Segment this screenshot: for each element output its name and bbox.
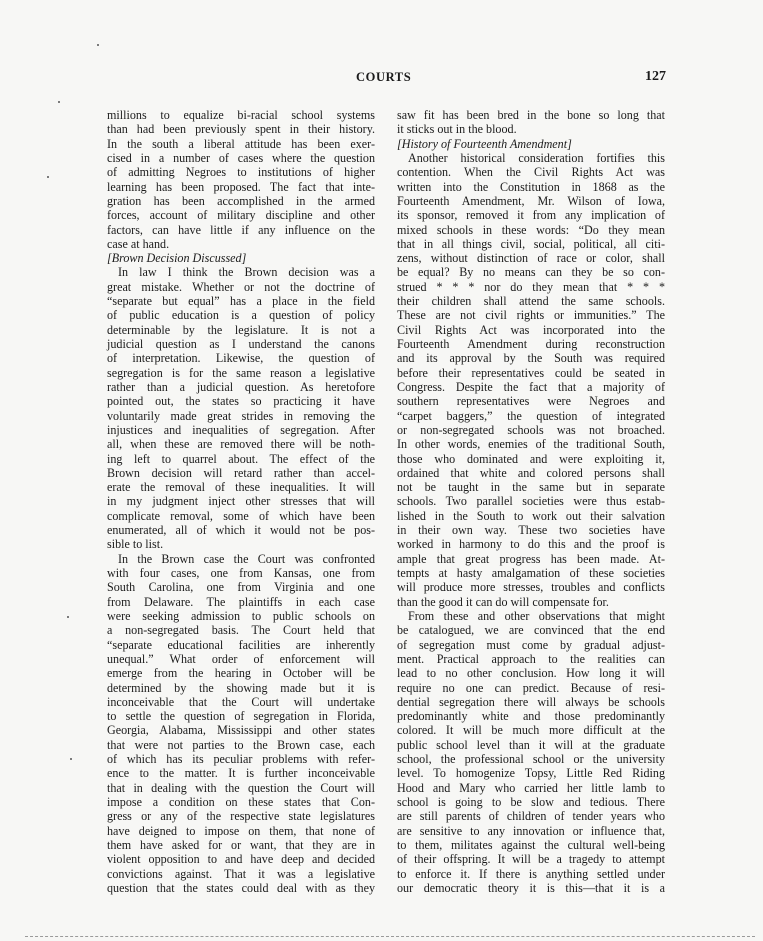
text-line: to enforce it. If there is anything settled under xyxy=(397,866,665,881)
scan-speck xyxy=(70,758,72,760)
text-line: strued * * * nor do they mean that * * * xyxy=(397,279,665,294)
text-line: or non-segregated schools was not broached. xyxy=(397,422,665,437)
text-line: unequal.” What order of enforcement will xyxy=(107,651,375,666)
text-line: Another historical consideration fortifies this xyxy=(408,150,665,165)
page-bottom-rule xyxy=(25,936,755,937)
left-column xyxy=(107,108,375,895)
text-line: lead to no other conclusion. How long it will xyxy=(397,666,665,681)
text-line: school is going to be slow and tedious. There xyxy=(397,795,665,809)
text-line: Brown decision will retard rather than accel- xyxy=(107,465,375,480)
text-line: sible to list. xyxy=(107,537,164,552)
text-line: those who dominated and were exploiting it, xyxy=(397,451,665,466)
text-line: level. To homogenize Topsy, Little Red Riding xyxy=(397,766,665,781)
running-header xyxy=(0,70,763,92)
text-line: zens, without distinction of race or color, shall xyxy=(397,251,665,266)
text-line: ing left to quarrel about. The effect of the xyxy=(107,451,375,466)
text-line: “separate educational facilities are inherently xyxy=(107,637,375,652)
text-line: colored. It will be much more difficult at the xyxy=(397,723,665,738)
text-line: violent opposition to and have deep and decided xyxy=(107,852,375,867)
text-line: determined by the showing made but it is xyxy=(107,680,375,695)
text-line: cised in a number of cases where the question xyxy=(107,150,375,165)
section-heading: [History of Fourteenth Amendment] xyxy=(397,136,572,151)
text-line: Georgia, Alabama, Mississippi and other states xyxy=(107,723,375,738)
text-line: injustices and inequalities of segregation. After xyxy=(107,422,375,437)
text-line: a non-segregated basis. The Court held that xyxy=(107,623,375,638)
text-line: In the south a liberal attitude has been exer- xyxy=(107,136,375,151)
text-line: contention. When the Civil Rights Act was xyxy=(397,165,665,180)
text-line: convictions against. That it was a legislative xyxy=(107,866,375,881)
section-heading: [Brown Decision Discussed] xyxy=(107,251,247,266)
text-line: of segregation must come by gradual adjust- xyxy=(397,637,665,652)
text-line: lished in the South to work out their salvation xyxy=(397,508,665,523)
text-line: and its approval by the South was required xyxy=(397,351,665,366)
text-line: These are not civil rights or immunities.” The xyxy=(397,308,665,323)
text-line: than had been previously spent in their history. xyxy=(107,122,375,137)
text-line: be catalogued, we are convinced that the end xyxy=(397,623,665,638)
text-line: are sensitive to any innovation or influence that, xyxy=(397,823,665,838)
scan-speck xyxy=(47,176,49,178)
text-line: have deigned to impose on them, that none of xyxy=(107,823,375,838)
text-line: saw fit has been bred in the bone so long that xyxy=(397,108,665,122)
text-line: them have asked for or want, that they are in xyxy=(107,837,375,852)
text-line: in my judgment inject other stresses that will xyxy=(107,494,375,509)
text-line: pointed out, the states so practicing it have xyxy=(107,394,375,409)
text-line: determinable by the legislature. It is not a xyxy=(107,322,375,337)
text-line: in their own way. These two societies have xyxy=(397,523,665,538)
text-line: predominantly white and those predominantly xyxy=(397,709,665,724)
text-line: southern representatives were Negroes and xyxy=(397,394,665,409)
text-line: written into the Constitution in 1868 as the xyxy=(397,179,665,194)
text-line: worked in harmony to do this and the proof is xyxy=(397,537,665,552)
text-line: of which has its peculiar problems with refer- xyxy=(107,752,375,767)
scan-speck xyxy=(58,101,60,103)
text-line: before their representatives could be seated in xyxy=(397,365,665,380)
text-line: ample that great progress has been made. At- xyxy=(397,551,665,566)
text-line: their children shall attend the same schools. xyxy=(397,294,665,309)
text-line: it sticks out in the blood. xyxy=(397,122,517,137)
text-line: case at hand. xyxy=(107,236,170,251)
text-line: of public education is a question of policy xyxy=(107,308,375,323)
text-line: Fourteenth Amendment during reconstruction xyxy=(397,337,665,351)
text-line: with four cases, one from Kansas, one from xyxy=(107,566,375,580)
text-line: of interpretation. Likewise, the question of xyxy=(107,351,375,366)
text-line: school, the professional school or the university xyxy=(397,752,665,767)
text-line: segregation is for the same reason a legislative xyxy=(107,365,375,380)
text-line: of their offspring. It will be a tragedy to attempt xyxy=(397,852,665,867)
text-line: were seeking admission to public schools on xyxy=(107,608,375,623)
text-line: enumerated, all of which it would not be pos- xyxy=(107,523,375,538)
text-line: factors, can have little if any influence on the xyxy=(107,222,375,237)
running-head: COURTS xyxy=(356,70,412,84)
text-line: In other words, enemies of the traditional South, xyxy=(397,437,665,452)
text-line: ment. Practical approach to the realities can xyxy=(397,651,665,666)
text-line: millions to equalize bi-racial school systems xyxy=(107,108,375,122)
right-column xyxy=(397,108,665,895)
text-line: not be taught in the same but in separate xyxy=(397,480,665,495)
text-line: gress or any of the respective state legislatures xyxy=(107,809,375,824)
text-line: complicate removal, some of which have been xyxy=(107,508,375,523)
text-line: inconceivable that the Court will undertake xyxy=(107,694,375,709)
text-line: great mistake. Whether or not the doctrine of xyxy=(107,279,375,294)
text-line: to settle the question of segregation in Florida, xyxy=(107,709,375,724)
text-line: from Delaware. The plaintiffs in each case xyxy=(107,594,375,609)
text-line: learning has been proposed. The fact that inte- xyxy=(107,179,375,194)
text-line: of admitting Negroes to institutions of higher xyxy=(107,165,375,180)
text-line: our democratic theory it is this—that it is a xyxy=(397,880,665,895)
text-line: In the Brown case the Court was confronted xyxy=(118,551,375,566)
scan-speck xyxy=(67,616,69,618)
text-line: Civil Rights Act was incorporated into the xyxy=(397,322,665,337)
text-line: impose a condition on these states that Con- xyxy=(107,795,375,809)
text-line: that in dealing with the question the Court will xyxy=(107,780,375,795)
text-line: to them, militates against the cultural well-being xyxy=(397,837,665,852)
text-line: Hood and Mary who carried her little lamb to xyxy=(397,780,665,795)
text-line: ordained that white and colored persons shall xyxy=(397,465,665,480)
text-line: In law I think the Brown decision was a xyxy=(118,265,375,280)
text-line: “carpet baggers,” the question of integrated xyxy=(397,408,665,423)
text-line: mixed schools in these words: “Do they mean xyxy=(397,222,665,237)
text-line: gration has been accomplished in the armed xyxy=(107,193,375,208)
text-line: dential segregation there will always be schools xyxy=(397,694,665,709)
scan-speck xyxy=(97,44,99,46)
text-line: all, when these are removed there will be noth- xyxy=(107,437,375,452)
text-line: that were not parties to the Brown case, each xyxy=(107,737,375,752)
text-line: question that the states could deal with as they xyxy=(107,880,375,895)
text-line: be equal? By no means can they be so con- xyxy=(397,265,665,280)
text-line: require no one can predict. Because of resi- xyxy=(397,680,665,695)
text-line: emerge from the hearing in October will be xyxy=(107,666,375,681)
text-line: From these and other observations that might xyxy=(408,608,665,623)
text-line: Congress. Despite the fact that a majority of xyxy=(397,379,665,394)
text-line: that in all things civil, social, political, all citi- xyxy=(397,236,665,251)
text-line: schools. Two parallel societies were thus estab- xyxy=(397,494,665,509)
text-line: are still parents of children of tender years who xyxy=(397,809,665,824)
text-line: erate the removal of these inequalities. It will xyxy=(107,480,375,495)
text-line: its sponsor, removed it from any implication of xyxy=(397,208,665,223)
text-line: than the good it can do will compensate for. xyxy=(397,594,609,609)
text-line: “separate but equal” has a place in the field xyxy=(107,294,375,309)
text-line: ence to the matter. It is further inconceivable xyxy=(107,766,375,781)
text-line: South Carolina, one from Virginia and one xyxy=(107,580,375,595)
text-line: Fourteenth Amendment, Mr. Wilson of Iowa, xyxy=(397,193,665,208)
text-line: rather than a judicial question. As heretofore xyxy=(107,379,375,394)
text-line: forces, account of military discipline and other xyxy=(107,208,375,223)
page-number: 127 xyxy=(645,69,666,84)
text-line: tempts at hasty amalgamation of these societies xyxy=(397,566,665,580)
text-line: judicial question as I understand the canons xyxy=(107,337,375,351)
text-line: will produce more stresses, troubles and conflicts xyxy=(397,580,665,595)
text-line: voluntarily made great strides in removing the xyxy=(107,408,375,423)
text-line: public school level than it will at the graduate xyxy=(397,737,665,752)
